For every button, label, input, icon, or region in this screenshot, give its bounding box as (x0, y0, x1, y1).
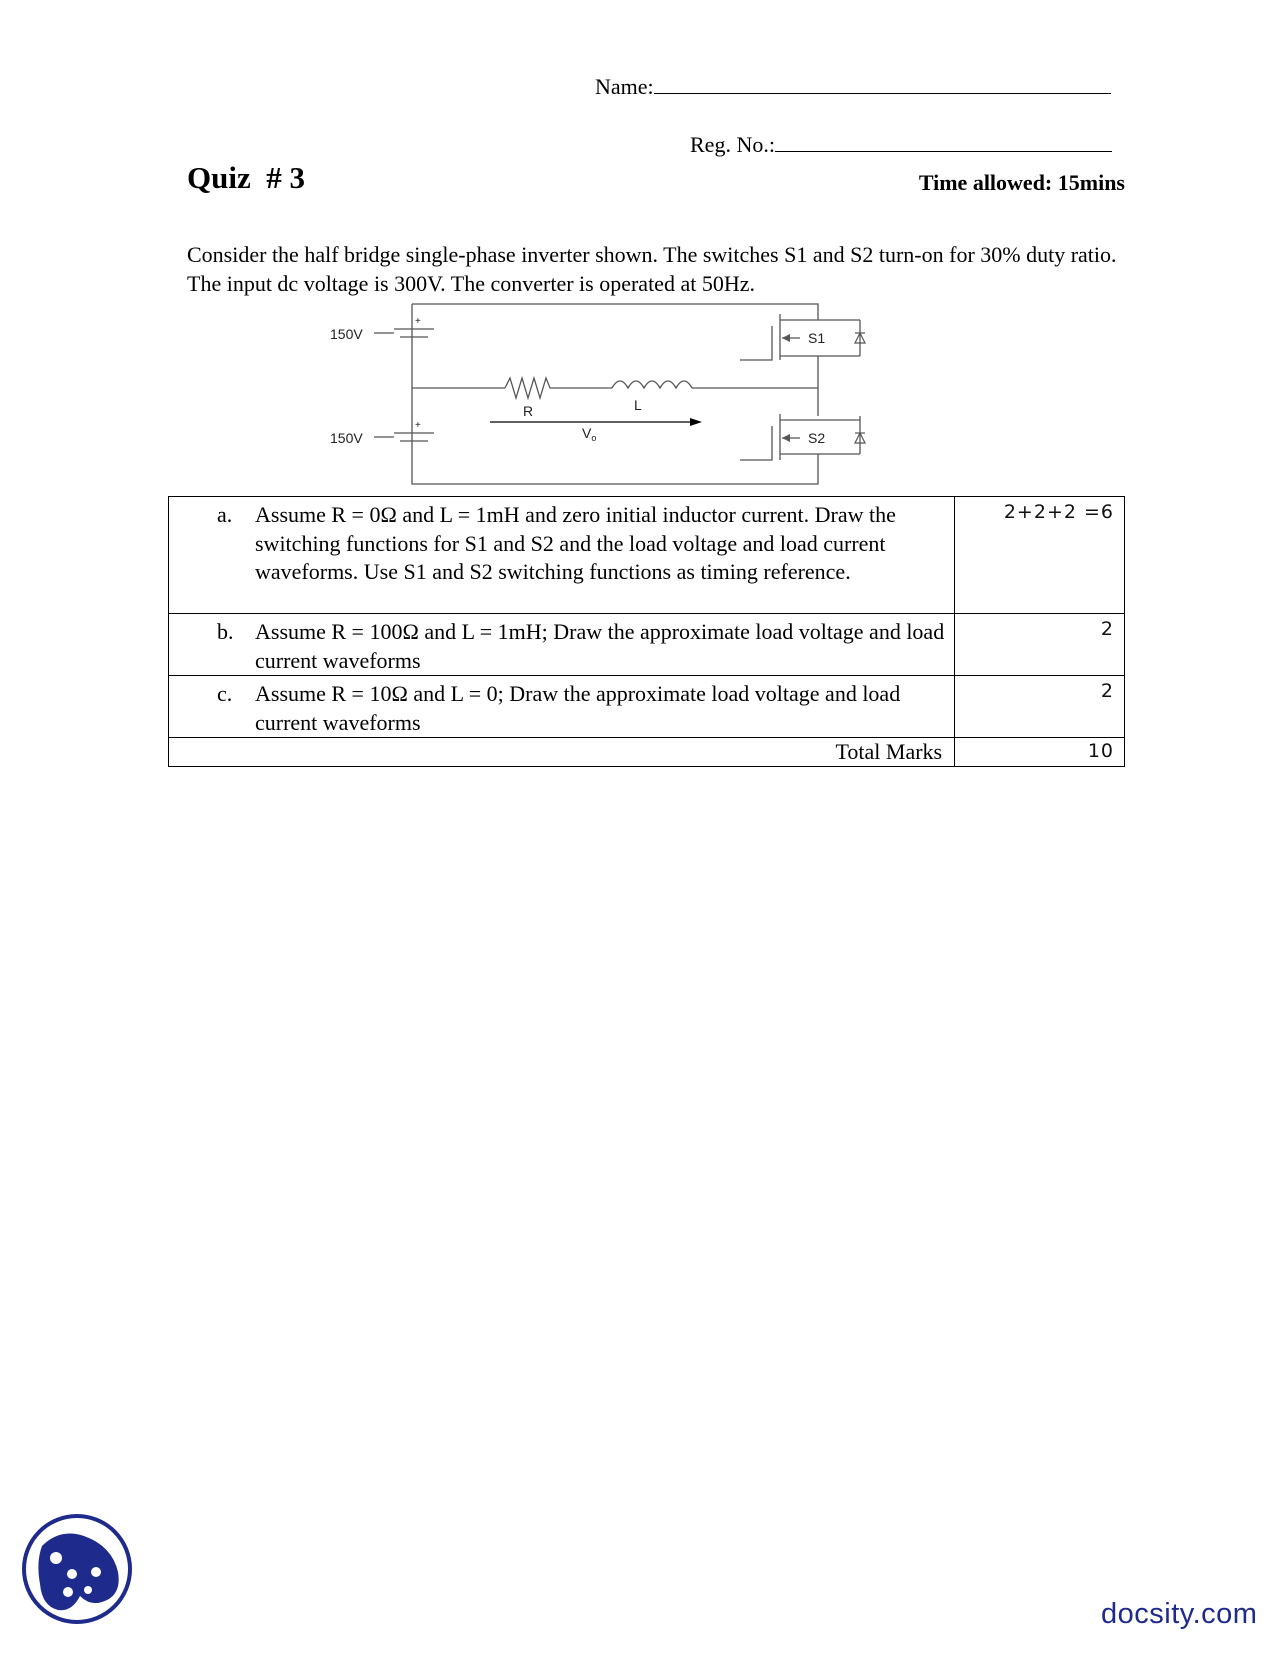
marks-value: 2 (1100, 680, 1114, 702)
table-row (169, 738, 1125, 767)
source-bottom-label: 150V (330, 430, 363, 446)
inductor-label: L (634, 397, 642, 413)
s2-arrowhead (782, 434, 790, 442)
question-text: Assume R = 10Ω and L = 0; Draw the approximate load voltage and load current waveforms (255, 681, 901, 735)
question-cell (169, 614, 955, 676)
docsity-brand-link[interactable]: docsity.com (1101, 1598, 1258, 1630)
reg-no-field (690, 132, 1112, 158)
total-marks-value: 10 (1087, 740, 1114, 762)
marks-cell (955, 497, 1125, 614)
dc-bus-wire-top (412, 304, 818, 320)
question-letter: c. (217, 681, 233, 706)
total-value-cell (955, 738, 1125, 767)
inductor-symbol (612, 381, 692, 388)
output-voltage-label: $V_o$ (582, 425, 597, 443)
source-bottom-plus: + (415, 420, 421, 431)
time-allowed: Time allowed: 15mins (918, 170, 1125, 195)
source-top-label: 150V (330, 326, 363, 342)
total-label-cell (169, 738, 955, 767)
marks-cell (955, 676, 1125, 738)
question-cell (169, 676, 955, 738)
table-row (169, 676, 1125, 738)
source-top-plus: + (415, 316, 421, 327)
marks-value: 2 (1100, 618, 1114, 640)
question-text: Assume R = 0Ω and L = 1mH and zero initial inductor current. Draw the switching functions for S1 and S2 and the load voltage and load current waveforms. Use S1 and S2 switching functions as timing reference. (255, 502, 896, 584)
s1-arrowhead (782, 334, 790, 342)
s1-gate-lead (740, 352, 772, 360)
name-label: Name: (595, 74, 654, 99)
marks-table (168, 496, 1125, 767)
switch-s1-label: S1 (808, 330, 826, 346)
problem-statement: Consider the half bridge single-phase inverter shown. The switches S1 and S2 turn-on for 30% duty ratio. The input dc voltage is 300V. The converter is operated at 50Hz. (187, 242, 1117, 296)
name-field (595, 74, 1111, 100)
table-row (169, 614, 1125, 676)
switch-s2-label: S2 (808, 430, 826, 446)
half-bridge-inverter-diagram (330, 296, 870, 486)
resistor-symbol (505, 378, 612, 398)
quiz-title: Quiz # 3 (187, 160, 305, 195)
table-row (169, 497, 1125, 614)
question-letter: a. (217, 502, 233, 527)
question-text: Assume R = 100Ω and L = 1mH; Draw the approximate load voltage and load current waveforms (255, 619, 945, 673)
resistor-label: R (523, 403, 534, 419)
marks-value: 2+2+2 =6 (1003, 501, 1114, 523)
reg-no-blank-line (775, 133, 1112, 152)
reg-no-label: Reg. No.: (690, 132, 775, 157)
marks-cell (955, 614, 1125, 676)
name-blank-line (654, 75, 1111, 94)
question-letter: b. (217, 619, 234, 644)
docsity-logo-icon (20, 1512, 134, 1626)
output-voltage-arrowhead (690, 418, 702, 426)
question-cell (169, 497, 955, 614)
total-marks-label: Total Marks (835, 739, 943, 764)
dc-bus-wire (412, 304, 818, 484)
s2-gate-lead (740, 452, 772, 460)
